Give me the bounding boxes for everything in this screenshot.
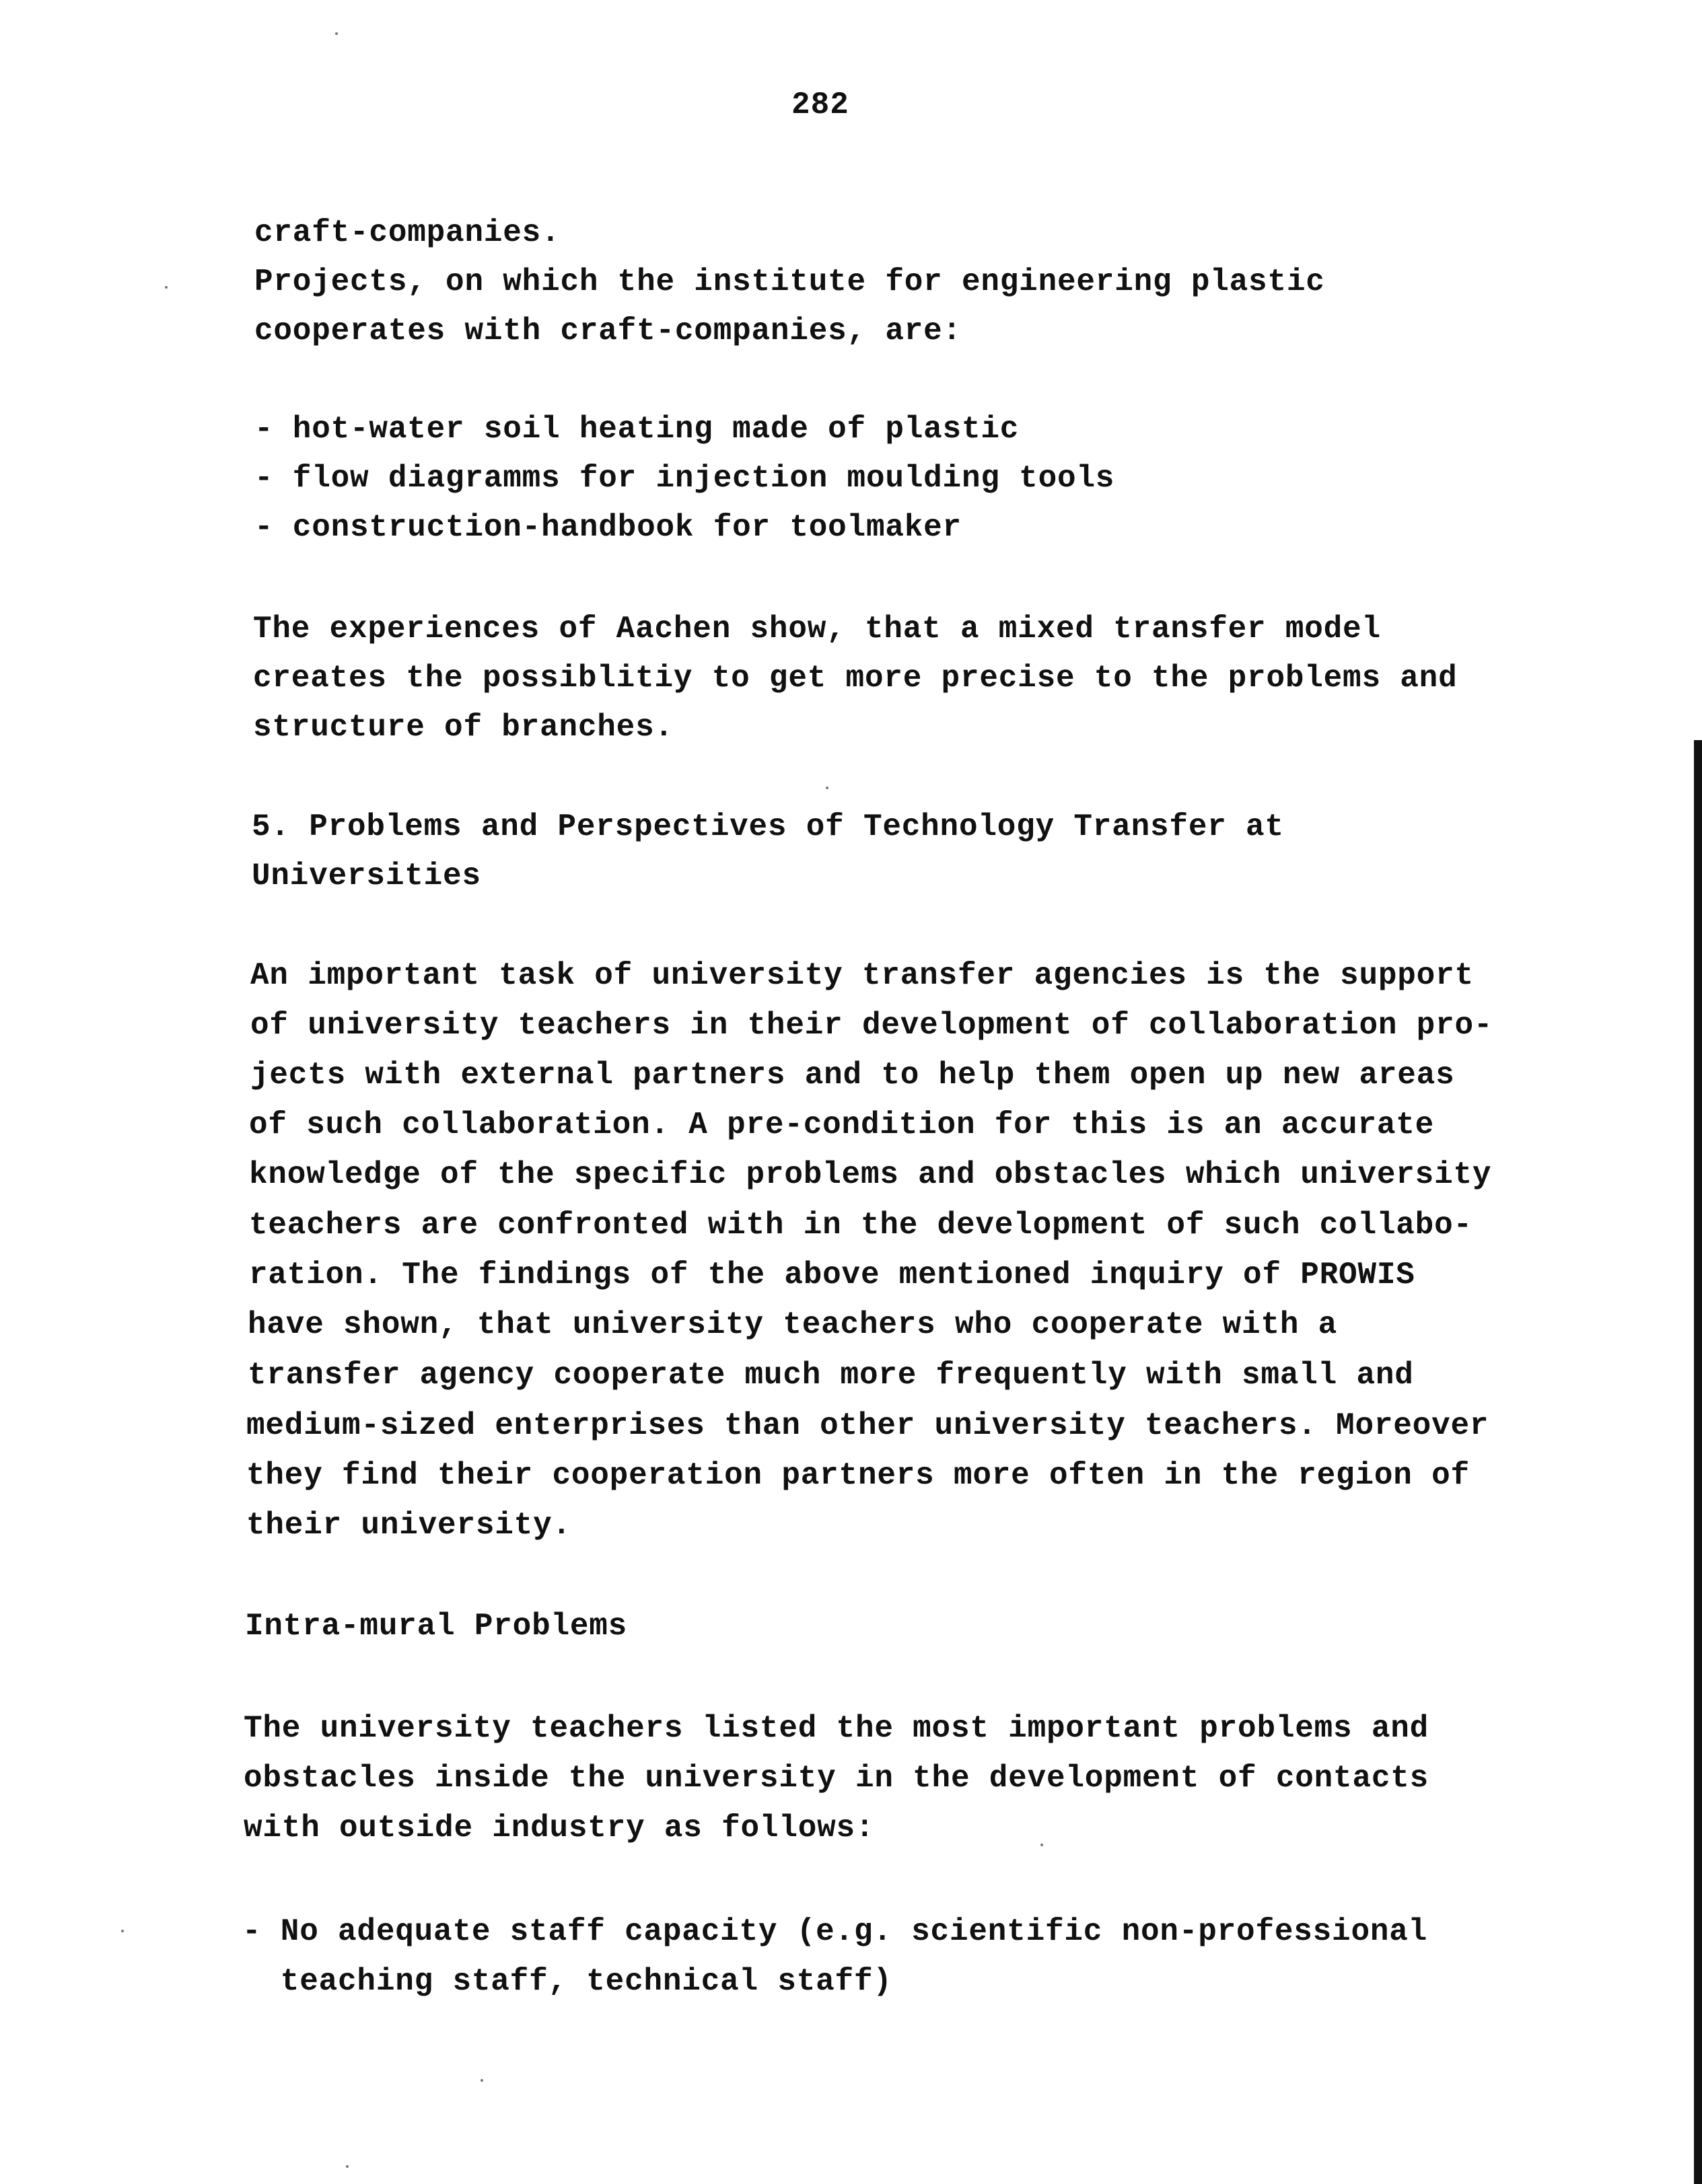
scan-speck (335, 32, 338, 35)
list-item: - No adequate staff capacity (e.g. scientific non-professional (242, 1914, 1428, 1949)
page-edge-shadow (1694, 740, 1702, 2184)
text-line: cooperates with craft-companies, are: (254, 314, 962, 349)
scan-speck (826, 787, 828, 789)
page-number: 282 (791, 87, 849, 122)
text-line: with outside industry as follows: (244, 1811, 875, 1846)
subsection-heading: Intra-mural Problems (245, 1609, 628, 1644)
text-line: craft-companies. (254, 215, 561, 250)
text-line: obstacles inside the university in the development of contacts (244, 1761, 1429, 1796)
text-line: teachers are confronted with in the development of such collabo- (249, 1208, 1473, 1243)
section-heading: 5. Problems and Perspectives of Technology Transfer at (252, 809, 1284, 844)
scan-speck (346, 2165, 349, 2168)
list-item: teaching staff, technical staff) (242, 1964, 892, 1999)
text-line: creates the possiblitiy to get more precise to the problems and (253, 661, 1458, 696)
text-line: The experiences of Aachen show, that a mixed transfer model (253, 612, 1381, 647)
text-line: they find their cooperation partners more often in the region of (246, 1458, 1470, 1493)
list-item: - construction-handbook for toolmaker (254, 510, 962, 545)
text-line: of university teachers in their development of collaboration pro- (250, 1008, 1493, 1043)
text-line: their university. (246, 1508, 571, 1543)
scan-speck (481, 2079, 483, 2082)
text-line: An important task of university transfer agencies is the support (250, 958, 1474, 993)
text-line: medium-sized enterprises than other university teachers. Moreover (246, 1408, 1489, 1443)
list-item: - hot-water soil heating made of plastic (254, 412, 1020, 447)
text-line: The university teachers listed the most important problems and (244, 1711, 1429, 1746)
scan-speck (165, 286, 168, 289)
text-line: Projects, on which the institute for engineering plastic (254, 264, 1325, 299)
list-item: - flow diagramms for injection moulding tools (254, 461, 1115, 496)
scan-speck (1040, 1844, 1043, 1846)
text-line: of such collaboration. A pre-condition for this is an accurate (249, 1107, 1435, 1142)
scan-speck (121, 1930, 124, 1932)
section-heading: Universities (252, 859, 481, 894)
text-line: structure of branches. (253, 710, 674, 745)
text-line: ration. The findings of the above mentioned inquiry of PROWIS (249, 1258, 1415, 1293)
text-line: transfer agency cooperate much more frequently with small and (248, 1358, 1414, 1393)
text-line: jects with external partners and to help them open up new areas (250, 1058, 1455, 1093)
text-line: have shown, that university teachers who cooperate with a (248, 1307, 1338, 1342)
text-line: knowledge of the specific problems and obstacles which university (249, 1157, 1492, 1192)
